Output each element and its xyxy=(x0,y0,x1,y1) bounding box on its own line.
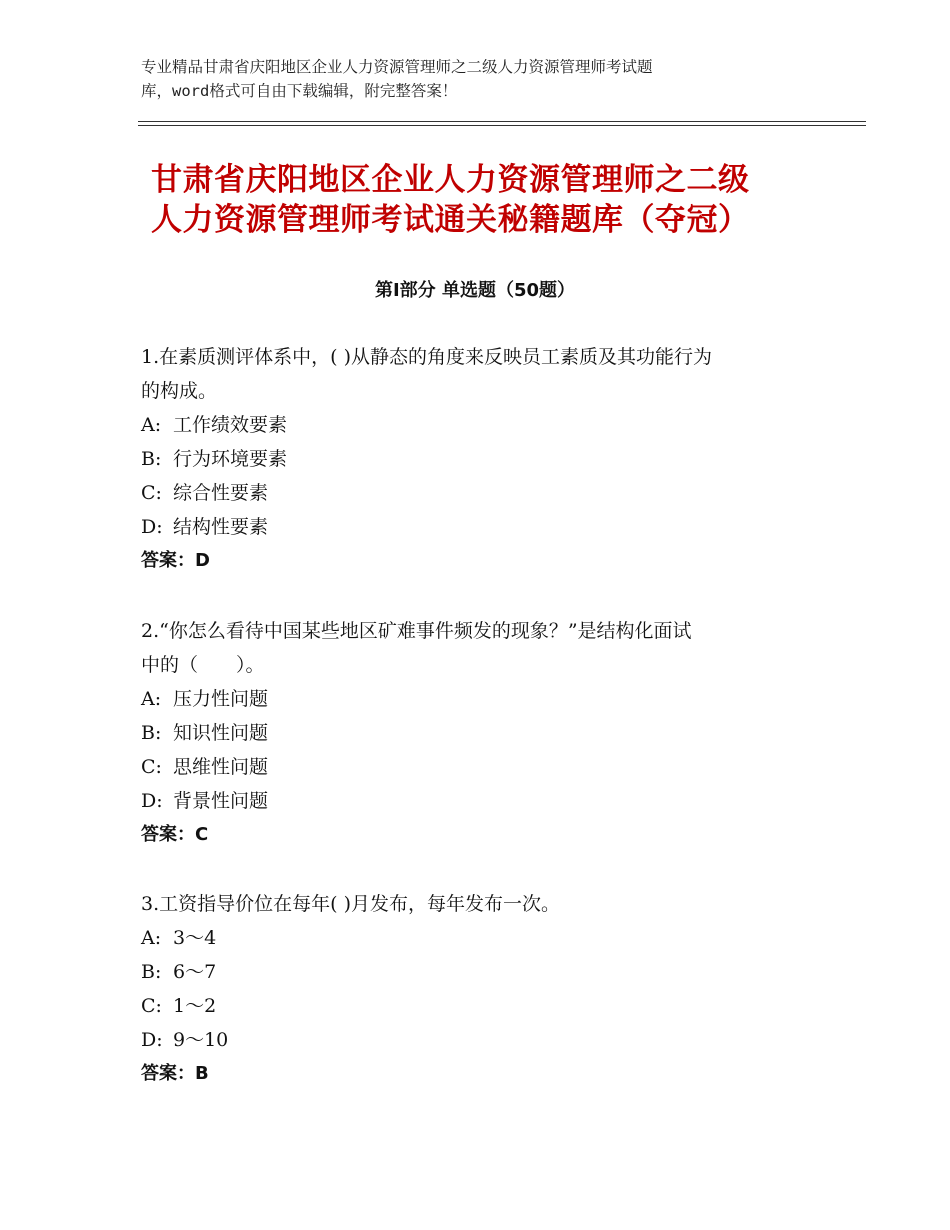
option-text: 背景性问题 xyxy=(173,790,269,812)
option-letter: A: xyxy=(141,414,162,436)
header-note xyxy=(141,55,781,103)
option-text: 知识性问题 xyxy=(173,722,269,744)
document-title xyxy=(151,160,851,240)
option-letter: B: xyxy=(141,722,162,744)
header-note-line1: 专业精品甘肃省庆阳地区企业人力资源管理师之二级人力资源管理师考试题 xyxy=(141,58,653,76)
document-title-line2: 人力资源管理师考试通关秘籍题库（夺冠） xyxy=(151,202,750,238)
option-a xyxy=(141,682,821,716)
question-stem-line1: 2.“你怎么看待中国某些地区矿难事件频发的现象？”是结构化面试 xyxy=(141,620,692,642)
answer-key: 答案：B xyxy=(141,1063,209,1084)
question-stem-line2: 的构成。 xyxy=(141,380,218,402)
option-letter: D: xyxy=(141,790,163,812)
option-letter: B: xyxy=(141,448,162,470)
option-text: 综合性要素 xyxy=(173,482,269,504)
option-d xyxy=(141,784,821,818)
option-letter: C: xyxy=(141,995,162,1017)
option-text: 思维性问题 xyxy=(173,756,269,778)
option-a xyxy=(141,408,821,442)
question-stem-line1: 3.工资指导价位在每年( )月发布，每年发布一次。 xyxy=(141,893,560,915)
header-divider-top xyxy=(138,121,866,122)
option-c xyxy=(141,750,821,784)
document-title-line1: 甘肃省庆阳地区企业人力资源管理师之二级 xyxy=(151,162,750,198)
option-a xyxy=(141,921,821,955)
option-b xyxy=(141,955,821,989)
option-c xyxy=(141,989,821,1023)
option-text: 1～2 xyxy=(173,995,217,1017)
question-stem-line2: 中的（ ）。 xyxy=(141,654,265,676)
answer-key: 答案：C xyxy=(141,824,209,845)
option-letter: C: xyxy=(141,482,162,504)
question-stem-line1: 1.在素质测评体系中，( )从静态的角度来反映员工素质及其功能行为 xyxy=(141,346,712,368)
option-letter: B: xyxy=(141,961,162,983)
option-letter: D: xyxy=(141,516,163,538)
option-text: 3～4 xyxy=(173,927,217,949)
option-text: 行为环境要素 xyxy=(173,448,288,470)
option-letter: A: xyxy=(141,688,162,710)
option-d xyxy=(141,1023,821,1057)
option-text: 结构性要素 xyxy=(173,516,269,538)
question-3 xyxy=(141,887,821,1091)
answer-key: 答案：D xyxy=(141,550,210,571)
option-text: 压力性问题 xyxy=(173,688,269,710)
option-letter: A: xyxy=(141,927,162,949)
option-letter: D: xyxy=(141,1029,163,1051)
option-letter: C: xyxy=(141,756,162,778)
option-b xyxy=(141,716,821,750)
option-text: 9～10 xyxy=(173,1029,229,1051)
option-b xyxy=(141,442,821,476)
option-text: 6～7 xyxy=(173,961,217,983)
option-d xyxy=(141,510,821,544)
question-2 xyxy=(141,614,821,852)
question-1 xyxy=(141,340,821,578)
section-heading: 第Ⅰ部分 单选题（50题） xyxy=(374,280,575,301)
header-divider-bottom xyxy=(138,125,866,126)
option-c xyxy=(141,476,821,510)
header-note-line2: 库，word格式可自由下载编辑，附完整答案！ xyxy=(141,82,458,100)
option-text: 工作绩效要素 xyxy=(173,414,288,436)
